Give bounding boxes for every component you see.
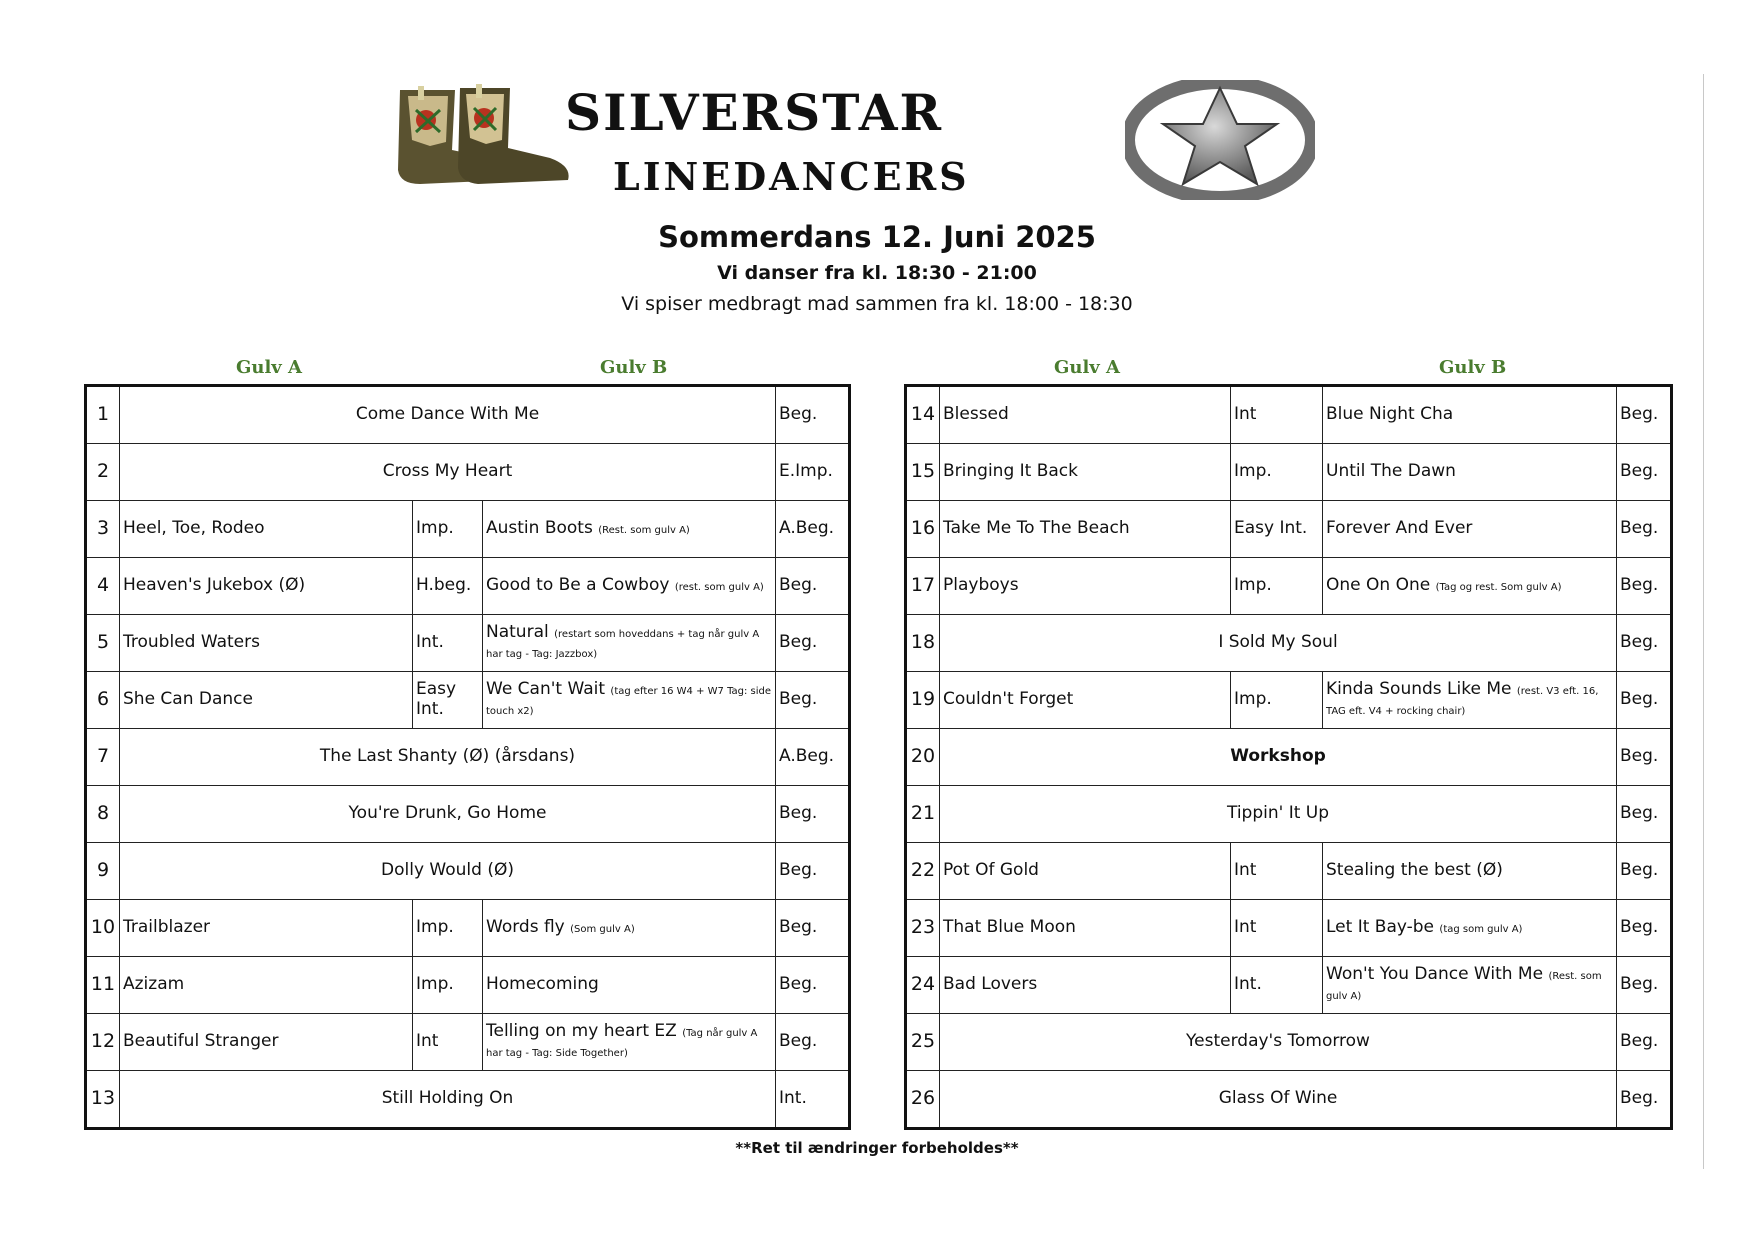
dance-level-floor-a: Imp. [413,957,483,1014]
dance-level-floor-a: Imp. [1231,444,1323,501]
footer-note: **Ret til ændringer forbeholdes** [735,1139,1019,1157]
row-number: 16 [906,501,940,558]
dance-name-b: Homecoming [486,974,599,995]
dance-name-floor-b [483,558,776,615]
dance-name-floor-b [1323,957,1617,1014]
table-row [86,900,850,957]
row-number: 5 [86,615,120,672]
dance-name-floor-a: Take Me To The Beach [940,501,1231,558]
dance-level-floor-b: Beg. [1617,957,1672,1014]
right-floor-a-label: Gulv A [1054,357,1120,378]
dance-name: Glass Of Wine [940,1071,1617,1129]
dance-name: Still Holding On [120,1071,776,1129]
dance-name-b: Won't You Dance With Me [1326,964,1544,985]
dance-name-floor-a: Trailblazer [120,900,413,957]
dance-name-floor-b [483,957,776,1014]
table-row [906,501,1672,558]
table-row [906,957,1672,1014]
dance-name: Workshop [940,729,1617,786]
dance-level-floor-a: Int. [413,615,483,672]
dance-level-floor-a: H.beg. [413,558,483,615]
dance-name-b: Blue Night Cha [1326,404,1454,425]
dance-name-b: Kinda Sounds Like Me [1326,679,1512,700]
table-row [86,729,850,786]
dance-name-floor-a: Beautiful Stranger [120,1014,413,1071]
row-number: 4 [86,558,120,615]
dance-level: Beg. [1617,729,1672,786]
dance-name-floor-b [483,501,776,558]
table-row [906,1071,1672,1129]
sheriff-star-icon [1125,80,1315,200]
dance-name-floor-a: That Blue Moon [940,900,1231,957]
dance-name-floor-a: Azizam [120,957,413,1014]
table-row [906,729,1672,786]
row-number: 23 [906,900,940,957]
dance-name: The Last Shanty (Ø) (årsdans) [120,729,776,786]
dance-name-floor-a: Couldn't Forget [940,672,1231,729]
table-row [906,786,1672,843]
dance-name-floor-b [483,1014,776,1071]
dance-level: Int. [776,1071,850,1129]
page-divider [1703,74,1704,1169]
dance-level-floor-a: Easy Int. [413,672,483,729]
dance-name-floor-a: Bringing It Back [940,444,1231,501]
table-row [906,615,1672,672]
silverstar-logo [360,80,1320,200]
row-number: 12 [86,1014,120,1071]
dance-name-floor-b [483,900,776,957]
dance-level-floor-b: Beg. [1617,501,1672,558]
row-number: 24 [906,957,940,1014]
row-number: 1 [86,386,120,444]
dance-name-floor-a: Heaven's Jukebox (Ø) [120,558,413,615]
dance-level-floor-b: Beg. [1617,558,1672,615]
row-number: 2 [86,444,120,501]
dance-level-floor-a: Int. [1231,957,1323,1014]
dance-level: Beg. [776,843,850,900]
table-row [86,1014,850,1071]
dance-name: I Sold My Soul [940,615,1617,672]
dance-level-floor-b: Beg. [776,558,850,615]
dance-name-b: Stealing the best (Ø) [1326,860,1503,881]
row-number: 21 [906,786,940,843]
row-number: 25 [906,1014,940,1071]
table-row [86,444,850,501]
dance-level: Beg. [1617,1014,1672,1071]
dance-name-b: Austin Boots [486,518,593,539]
dance-note: (tag som gulv A) [1439,924,1523,936]
dance-level: Beg. [776,786,850,843]
dance-level-floor-b: Beg. [776,957,850,1014]
dance-name: Yesterday's Tomorrow [940,1014,1617,1071]
row-number: 17 [906,558,940,615]
dance-level-floor-b: A.Beg. [776,501,850,558]
row-number: 7 [86,729,120,786]
dance-level-floor-b: Beg. [776,900,850,957]
row-number: 18 [906,615,940,672]
row-number: 15 [906,444,940,501]
dance-name-floor-a: Troubled Waters [120,615,413,672]
row-number: 8 [86,786,120,843]
dance-name-floor-a: Playboys [940,558,1231,615]
dance-name: Dolly Would (Ø) [120,843,776,900]
event-food-info: Vi spiser medbragt mad sammen fra kl. 18:00 - 18:30 [621,293,1133,315]
table-row [86,615,850,672]
left-dance-table [84,384,851,1130]
dance-name-floor-a: Bad Lovers [940,957,1231,1014]
event-title: Sommerdans 12. Juni 2025 [658,220,1096,254]
dance-level: E.Imp. [776,444,850,501]
dance-note: (restart som hoveddans + tag når gulv A har tag - Tag: Jazzbox) [486,629,760,660]
event-time: Vi danser fra kl. 18:30 - 21:00 [717,262,1037,284]
dance-name-floor-b [483,672,776,729]
dance-level-floor-a: Int [1231,900,1323,957]
dance-note: (tag efter 16 W4 + W7 Tag: side touch x2) [486,686,772,717]
table-row [906,1014,1672,1071]
row-number: 14 [906,386,940,444]
dance-level-floor-a: Imp. [413,501,483,558]
table-row [86,786,850,843]
left-floor-a-label: Gulv A [236,357,302,378]
dance-name-floor-b [1323,444,1617,501]
dance-level-floor-b: Beg. [1617,843,1672,900]
dance-level-floor-b: Beg. [1617,900,1672,957]
dance-name-floor-b [1323,843,1617,900]
dance-name-floor-a: Heel, Toe, Rodeo [120,501,413,558]
dance-name-b: We Can't Wait [486,679,606,700]
dance-name-floor-b [1323,386,1617,444]
dance-level: Beg. [776,386,850,444]
dance-level: Beg. [1617,1071,1672,1129]
table-row [86,386,850,444]
table-row [906,386,1672,444]
dance-name-floor-b [483,615,776,672]
dance-name-floor-a: Pot Of Gold [940,843,1231,900]
table-row [906,900,1672,957]
row-number: 9 [86,843,120,900]
dance-name-b: Forever And Ever [1326,518,1473,539]
dance-level-floor-b: Beg. [776,1014,850,1071]
table-row [906,672,1672,729]
row-number: 13 [86,1071,120,1129]
dance-level-floor-b: Beg. [776,672,850,729]
dance-note: (Tag og rest. Som gulv A) [1435,582,1562,594]
dance-name-b: Good to Be a Cowboy [486,575,670,596]
table-row [906,843,1672,900]
dance-name-b: Words fly [486,917,565,938]
table-row [86,558,850,615]
logo-title: SILVERSTAR [565,83,944,142]
row-number: 22 [906,843,940,900]
table-row [86,843,850,900]
dance-name-b: Telling on my heart EZ [486,1021,677,1042]
table-row [86,672,850,729]
dance-note: (Rest. som gulv A) [1326,971,1602,1002]
table-row [86,501,850,558]
dance-name-b: Natural [486,622,549,643]
dance-note: (rest. som gulv A) [674,582,764,594]
dance-level: Beg. [1617,786,1672,843]
dance-level-floor-a: Imp. [1231,672,1323,729]
dance-name: Come Dance With Me [120,386,776,444]
dance-name-floor-b [1323,672,1617,729]
dance-name-floor-b [1323,501,1617,558]
cowboy-boots-icon [360,80,580,200]
row-number: 3 [86,501,120,558]
table-row [906,558,1672,615]
table-row [86,1071,850,1129]
left-floor-b-label: Gulv B [600,357,668,378]
dance-name-floor-b [1323,900,1617,957]
right-floor-b-label: Gulv B [1439,357,1507,378]
dance-name-b: Let It Bay-be [1326,917,1435,938]
row-number: 19 [906,672,940,729]
dance-level-floor-b: Beg. [1617,672,1672,729]
dance-level-floor-a: Easy Int. [1231,501,1323,558]
dance-level: A.Beg. [776,729,850,786]
dance-name-floor-a: She Can Dance [120,672,413,729]
dance-note: (Som gulv A) [570,924,635,936]
right-dance-table [904,384,1673,1130]
dance-level-floor-a: Int [1231,843,1323,900]
dance-level: Beg. [1617,615,1672,672]
table-row [86,957,850,1014]
dance-name: You're Drunk, Go Home [120,786,776,843]
dance-level-floor-b: Beg. [1617,444,1672,501]
dance-name: Cross My Heart [120,444,776,501]
row-number: 10 [86,900,120,957]
dance-note: (rest. V3 eft. 16, TAG eft. V4 + rocking chair) [1326,686,1599,717]
dance-name-b: Until The Dawn [1326,461,1456,482]
dance-level-floor-a: Int [1231,386,1323,444]
table-row [906,444,1672,501]
dance-level-floor-b: Beg. [776,615,850,672]
dance-level-floor-b: Beg. [1617,386,1672,444]
dance-name-floor-a: Blessed [940,386,1231,444]
row-number: 20 [906,729,940,786]
row-number: 26 [906,1071,940,1129]
dance-name-floor-b [1323,558,1617,615]
dance-level-floor-a: Imp. [413,900,483,957]
dance-note: (Rest. som gulv A) [598,525,690,537]
logo-subtitle: LINEDANCERS [613,154,970,199]
dance-note: (Tag når gulv A har tag - Tag: Side Together) [486,1028,758,1059]
row-number: 6 [86,672,120,729]
dance-name-b: One On One [1326,575,1431,596]
dance-level-floor-a: Imp. [1231,558,1323,615]
dance-level-floor-a: Int [413,1014,483,1071]
row-number: 11 [86,957,120,1014]
dance-name: Tippin' It Up [940,786,1617,843]
